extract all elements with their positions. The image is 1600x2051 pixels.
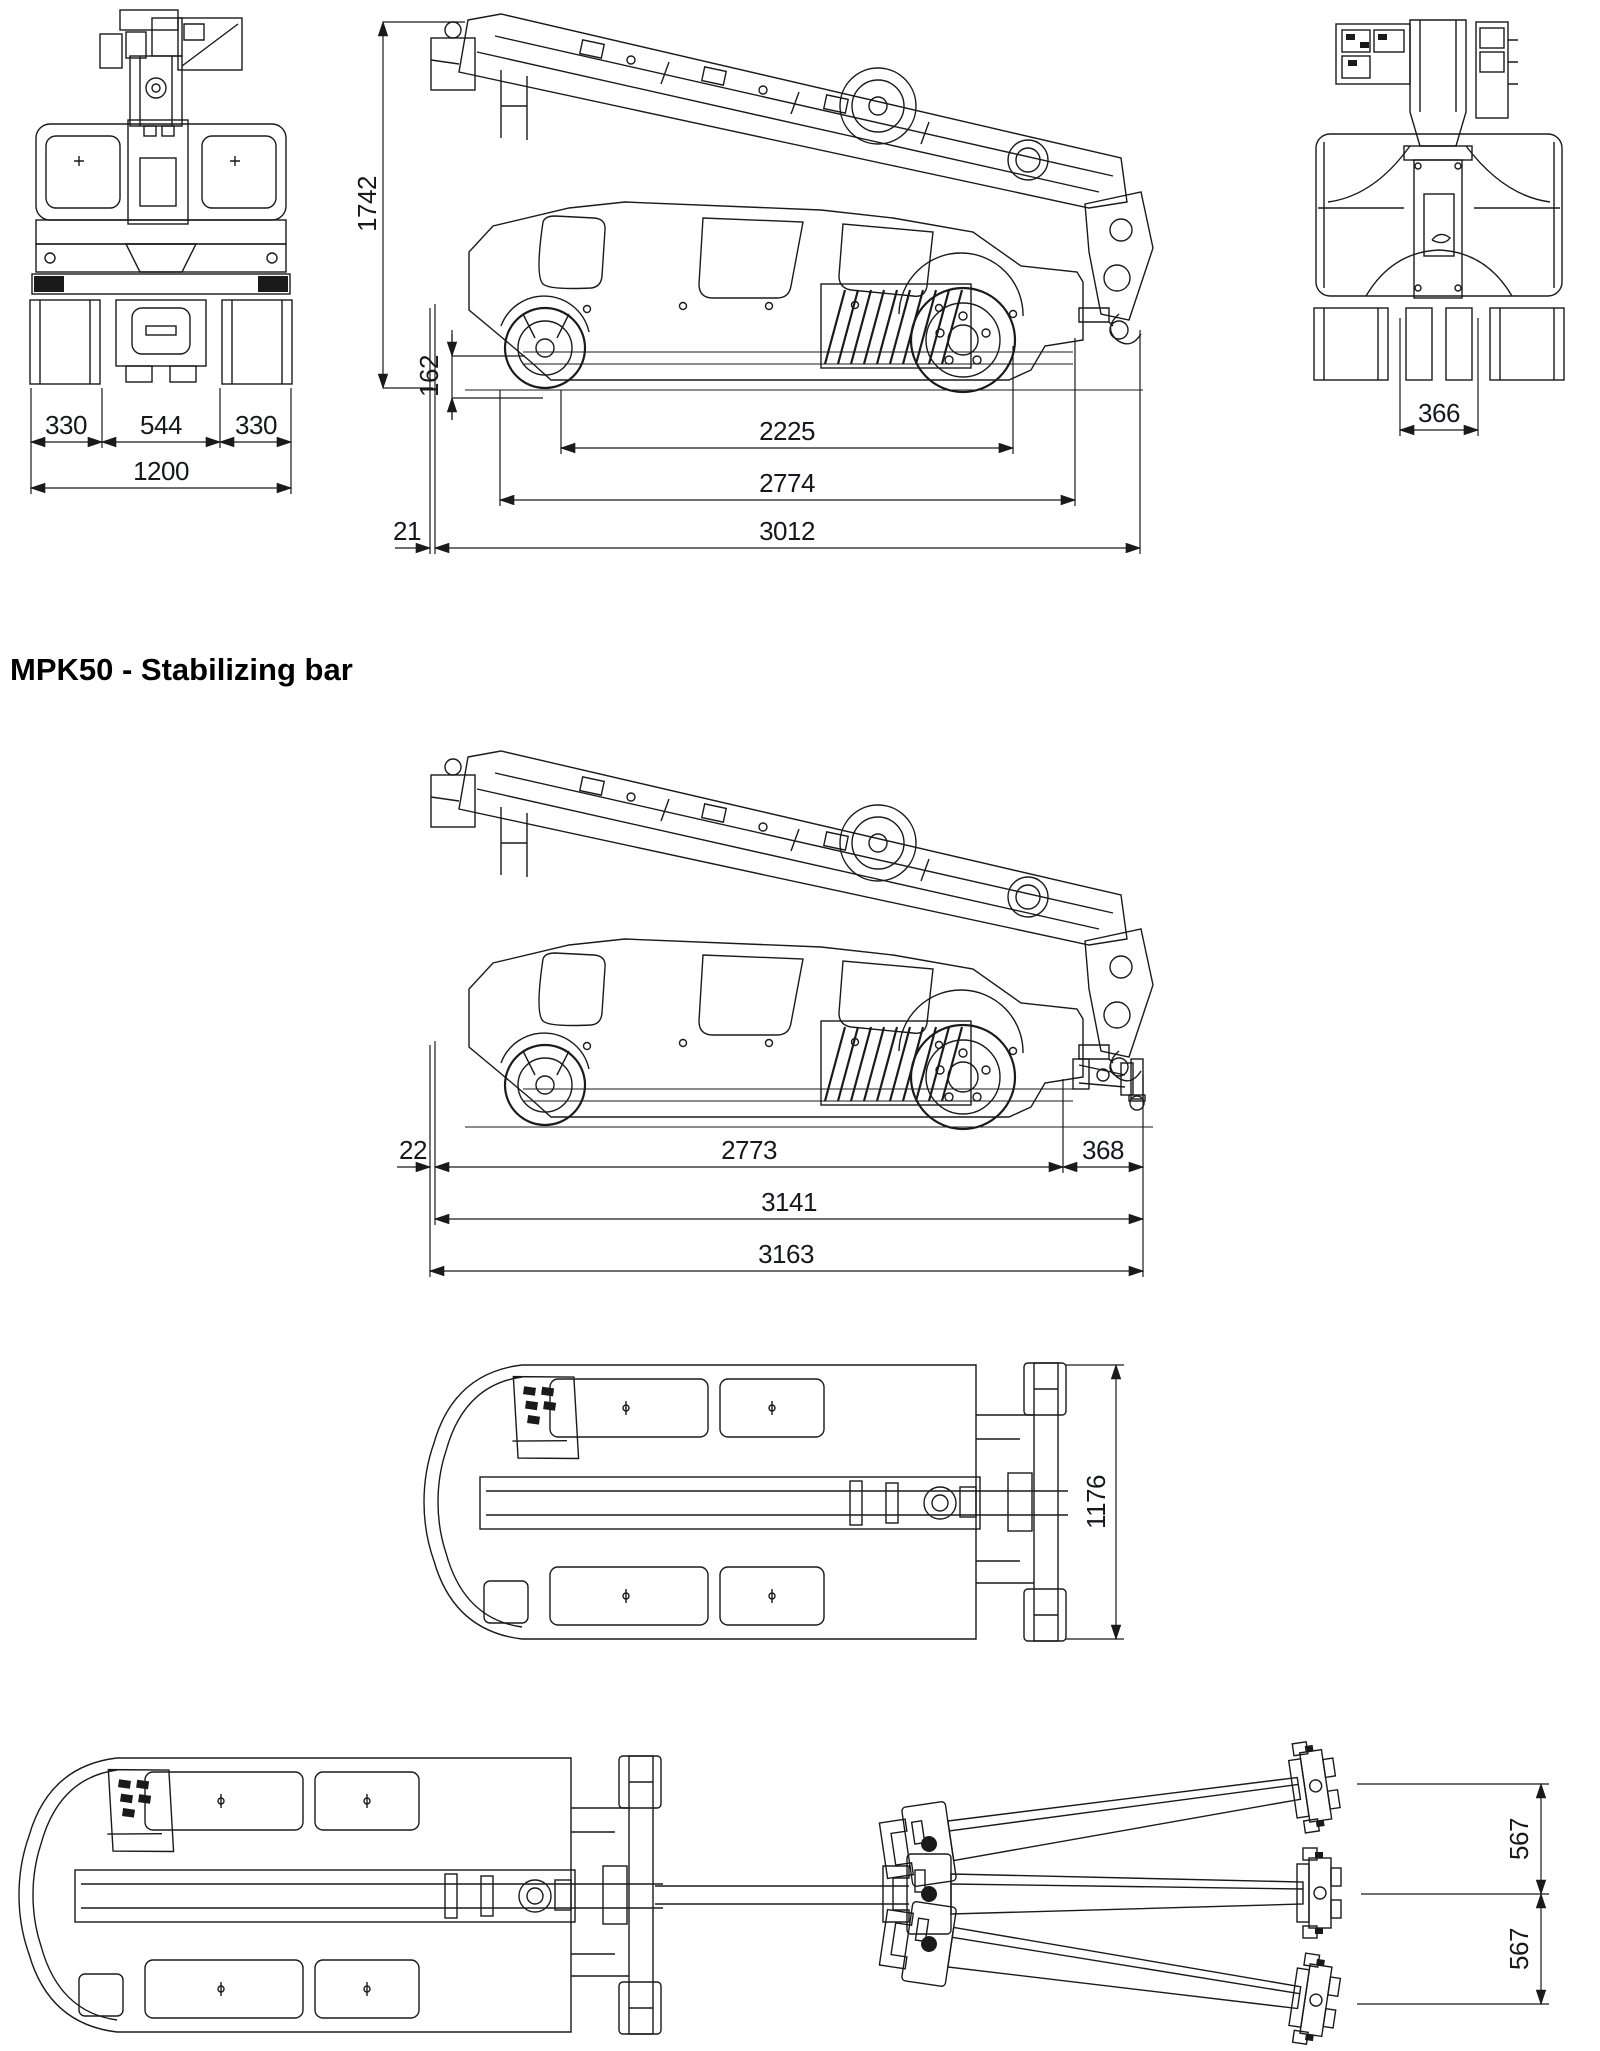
side-stabilizer-view bbox=[373, 745, 1273, 1305]
dim-side-ground-clearance: 162 bbox=[414, 355, 444, 397]
top-stab-machine-outline bbox=[19, 1756, 663, 2034]
crane-top-drawing bbox=[420, 1355, 1170, 1655]
dim-side-overall-height: 1742 bbox=[352, 176, 382, 232]
rear-machine-outline bbox=[1314, 20, 1564, 380]
stabilizer-arms bbox=[655, 1738, 1343, 2047]
dim-front-left-track: 330 bbox=[45, 410, 87, 440]
dim-side-body-length: 2774 bbox=[759, 468, 815, 498]
stabilizing-bar-side bbox=[1073, 1059, 1145, 1110]
dim-side-front-overhang: 21 bbox=[393, 516, 421, 546]
side-view bbox=[352, 8, 1148, 564]
dim-stab-body-length: 2773 bbox=[721, 1135, 777, 1165]
crane-side-stabilizer-drawing bbox=[373, 745, 1273, 1305]
dim-offset-lower: 567 bbox=[1504, 1928, 1534, 1970]
front-view bbox=[30, 8, 292, 508]
dim-front-center: 544 bbox=[140, 410, 182, 440]
crane-rear-drawing bbox=[1308, 18, 1570, 448]
top-stabilizer-view bbox=[15, 1748, 1585, 2048]
front-machine-outline bbox=[30, 10, 292, 384]
side-stab-machine-outline bbox=[431, 751, 1153, 1129]
dim-side-wheelbase: 2225 bbox=[759, 416, 815, 446]
side-machine-outline bbox=[431, 14, 1153, 392]
page-title: MPK50 - Stabilizing bar bbox=[10, 652, 353, 687]
dim-front-right-track: 330 bbox=[235, 410, 277, 440]
rear-view bbox=[1308, 18, 1570, 448]
dim-front-overall-width: 1200 bbox=[133, 456, 189, 486]
dim-offset-upper: 567 bbox=[1504, 1818, 1534, 1860]
dim-stab-bar-extension: 368 bbox=[1082, 1135, 1124, 1165]
dim-stab-front-overhang: 22 bbox=[399, 1135, 427, 1165]
dim-side-overall-length: 3012 bbox=[759, 516, 815, 546]
dim-stab-length-inner: 3141 bbox=[761, 1187, 817, 1217]
top-machine-outline bbox=[424, 1363, 1068, 1641]
crane-top-stabilizer-drawing bbox=[15, 1748, 1585, 2048]
stabilizer-arm-upper bbox=[877, 1738, 1343, 1894]
stabilizer-arm-lower bbox=[877, 1892, 1343, 2048]
stabilizer-arm-center bbox=[883, 1848, 1341, 1938]
dim-stab-overall-length: 3163 bbox=[758, 1239, 814, 1269]
dim-rear-center-width: 366 bbox=[1418, 398, 1460, 428]
top-view bbox=[420, 1355, 1170, 1655]
dim-top-overall-width: 1176 bbox=[1081, 1475, 1111, 1529]
